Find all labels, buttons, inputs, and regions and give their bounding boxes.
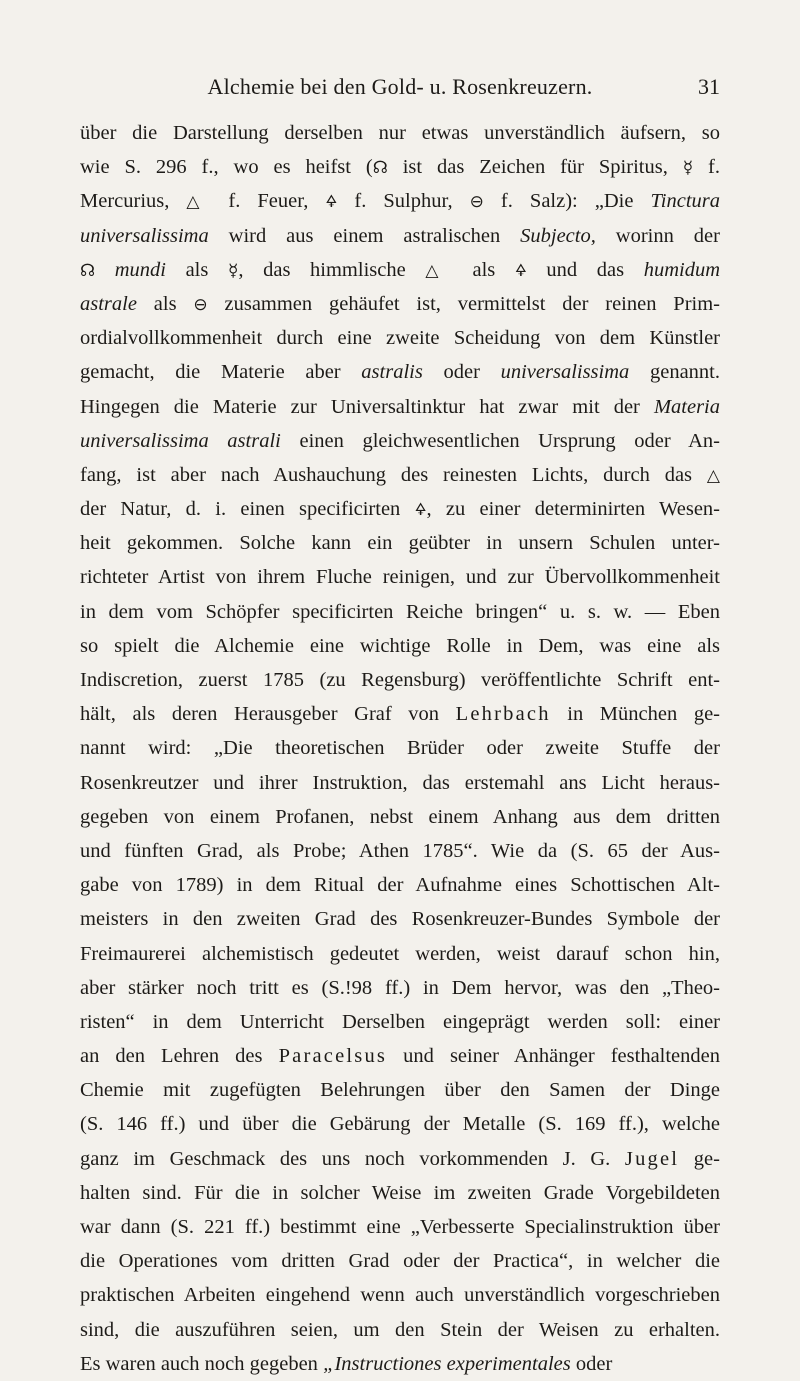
text-line <box>80 1244 720 1278</box>
text-segment: praktischen Arbeiten eingehend wenn auch unverständlich vorgeschrieben <box>80 1284 720 1307</box>
text-line <box>80 868 720 902</box>
text-line <box>80 253 720 287</box>
text-segment: und seiner Anhänger festhaltenden <box>387 1045 720 1068</box>
text-line <box>80 492 720 526</box>
alchemical-symbol: ☿ <box>682 158 694 179</box>
italic-term: astrale <box>80 292 137 315</box>
text-line <box>80 800 720 834</box>
text-segment: worinn der <box>595 224 720 247</box>
text-segment: ordialvollkommenheit durch eine zweite Scheidung von dem Künstler <box>80 327 720 350</box>
body-text <box>80 116 720 1381</box>
text-line <box>80 663 720 697</box>
text-segment <box>95 259 115 281</box>
alchemical-symbol: ⊖ <box>193 294 208 315</box>
text-line <box>80 1005 720 1039</box>
text-segment: f. Sulphur, <box>337 190 470 213</box>
italic-term: universalissima <box>80 224 209 247</box>
text-segment: als <box>136 292 194 315</box>
italic-term: „Instructiones experimentales <box>323 1352 571 1375</box>
text-segment: und fünften Grad, als Probe; Athen 1785“. Wie da (S. 65 der Aus- <box>80 839 720 862</box>
text-segment: ist das Zeichen für Spiritus, <box>387 156 683 179</box>
page-number: 31 <box>698 74 720 99</box>
text-segment: war dann (S. 221 ff.) bestimmt eine „Verbesserte Specialinstruktion über <box>80 1216 720 1238</box>
text-line <box>80 766 720 800</box>
text-segment: gabe von 1789) in dem Ritual der Aufnahme eines Schottischen Alt- <box>80 874 720 897</box>
text-segment: f. Feuer, <box>211 190 326 213</box>
text-segment: und das <box>526 258 644 281</box>
text-line <box>80 629 720 663</box>
text-line <box>80 116 720 150</box>
text-segment: meisters in den zweiten Grad des Rosenkreuzer-Bundes Symbole der <box>80 908 720 931</box>
text-segment: ganz im Geschmack des uns noch vorkommenden J. G. <box>80 1147 625 1170</box>
italic-term: mundi <box>114 258 166 281</box>
text-line <box>80 150 720 184</box>
text-segment: Mercurius, <box>80 190 187 213</box>
text-segment: nannt wird: „Die theoretischen Brüder oder zweite Stuffe der <box>80 737 720 760</box>
spaced-name: Paracelsus <box>278 1045 388 1068</box>
text-segment: halten sind. Für die in solcher Weise im zweiten Grade Vorgebildeten <box>80 1181 720 1204</box>
text-segment: Es waren auch noch gegeben <box>80 1352 324 1375</box>
alchemical-symbol: △ <box>706 465 720 486</box>
text-segment: oder <box>422 361 501 384</box>
text-line <box>80 731 720 765</box>
text-segment: Chemie mit zugefügten Belehrungen über den Samen der Dinge <box>80 1079 720 1102</box>
alchemical-symbol: △ <box>425 260 453 281</box>
italic-term: universalissima astrali <box>80 429 281 452</box>
text-segment: genannt. <box>629 361 720 384</box>
text-line <box>80 697 720 731</box>
text-segment: risten“ in dem Unterricht Derselben eingeprägt werden soll: einer <box>80 1010 720 1033</box>
text-line <box>80 560 720 594</box>
text-line <box>80 1073 720 1107</box>
text-segment: so spielt die Alchemie eine wichtige Rolle in Dem, was eine als <box>80 634 720 657</box>
text-segment: , zu einer determinirten Wesen- <box>426 498 720 521</box>
alchemical-symbol: ⊖ <box>469 192 484 213</box>
text-line <box>80 971 720 1005</box>
text-segment: als <box>452 258 515 281</box>
text-segment: zusammen gehäufet ist, vermittelst der reinen Prim- <box>207 292 720 315</box>
text-line <box>80 184 720 218</box>
running-header <box>80 74 720 104</box>
text-line <box>80 1347 720 1381</box>
italic-term: Materia <box>653 395 720 418</box>
text-segment: gegeben von einem Profanen, nebst einem Anhang aus dem dritten <box>80 805 720 828</box>
text-segment: Hingegen die Materie zur Universaltinktur hat zwar mit der <box>80 395 654 418</box>
text-segment: wie S. 296 f., wo es heifst ( <box>80 156 373 179</box>
spaced-name: Jugel <box>624 1147 680 1170</box>
text-line <box>80 424 720 458</box>
text-line <box>80 219 720 253</box>
text-line <box>80 1039 720 1073</box>
text-segment: Indiscretion, zuerst 1785 (zu Regensburg) veröffentlichte Schrift ent- <box>80 669 720 691</box>
text-segment: hält, als deren Herausgeber Graf von <box>80 703 456 726</box>
text-segment: gemacht, die Materie aber <box>80 361 362 384</box>
text-line <box>80 526 720 560</box>
text-line <box>80 287 720 321</box>
italic-term: Tinctura <box>650 190 720 213</box>
text-segment: über die Darstellung derselben nur etwas unverständlich äufsern, so <box>80 122 720 144</box>
italic-term: astralis <box>361 361 423 384</box>
text-segment: sind, die auszuführen seien, um den Stein der Weisen zu erhalten. <box>80 1318 720 1341</box>
text-segment: ge- <box>679 1147 720 1170</box>
text-line <box>80 321 720 355</box>
text-segment: aber stärker noch tritt es (S.!98 ff.) in Dem hervor, was den „Theo- <box>80 976 720 999</box>
text-segment: in München ge- <box>550 703 720 726</box>
text-line <box>80 458 720 492</box>
text-segment: in dem vom Schöpfer specificirten Reiche bringen“ u. s. w. — Eben <box>80 600 720 623</box>
text-segment: wird aus einem astralischen <box>208 224 521 247</box>
italic-term: universalissima <box>500 361 630 384</box>
alchemical-symbol: 🜍 <box>514 260 527 281</box>
text-segment: fang, ist aber nach Aushauchung des reinesten Lichts, durch das <box>80 463 707 486</box>
text-segment: Freimaurerei alchemistisch gedeutet werden, weist darauf schon hin, <box>80 942 720 965</box>
spaced-name: Lehrbach <box>455 703 551 726</box>
alchemical-symbol: 🜍 <box>414 500 427 521</box>
text-segment: der Natur, d. i. einen specificirten <box>80 498 415 521</box>
italic-term: humidum <box>643 258 720 281</box>
text-line <box>80 1210 720 1244</box>
italic-term: Subjecto, <box>520 224 596 247</box>
text-line <box>80 1176 720 1210</box>
text-segment: heit gekommen. Solche kann ein geübter in unsern Schulen unter- <box>80 532 720 555</box>
alchemical-symbol: 🜍 <box>325 192 338 213</box>
text-segment: (S. 146 ff.) und über die Gebärung der Metalle (S. 169 ff.), welche <box>80 1113 720 1136</box>
text-segment: oder <box>570 1352 613 1375</box>
text-line <box>80 1313 720 1347</box>
alchemical-symbol: ☿ <box>227 260 239 281</box>
text-segment: , das himmlische <box>238 258 426 281</box>
text-segment: die Operationes vom dritten Grad oder der Practica“, in welcher die <box>80 1250 720 1273</box>
header-title: Alchemie bei den Gold- u. Rosenkreuzern. <box>207 74 593 99</box>
text-segment: einen gleichwesentlichen Ursprung oder An- <box>280 429 720 452</box>
text-segment: Rosenkreutzer und ihrer Instruktion, das erstemahl ans Licht heraus- <box>80 771 720 794</box>
text-segment: an den Lehren des <box>80 1045 279 1068</box>
text-line <box>80 937 720 971</box>
alchemical-symbol: ☊ <box>372 158 388 179</box>
text-line <box>80 834 720 868</box>
text-line <box>80 1278 720 1312</box>
text-line <box>80 1142 720 1176</box>
text-line <box>80 390 720 424</box>
text-line <box>80 595 720 629</box>
text-segment: f. Salz): „Die <box>483 190 651 213</box>
text-line <box>80 355 720 389</box>
text-line <box>80 1107 720 1141</box>
text-line <box>80 902 720 936</box>
text-segment: f. <box>693 156 720 179</box>
alchemical-symbol: ☊ <box>80 260 96 281</box>
text-segment: als <box>165 258 228 281</box>
alchemical-symbol: △ <box>186 192 212 213</box>
text-segment: richteter Artist von ihrem Fluche reinigen, und zur Übervollkommenheit <box>80 566 720 589</box>
